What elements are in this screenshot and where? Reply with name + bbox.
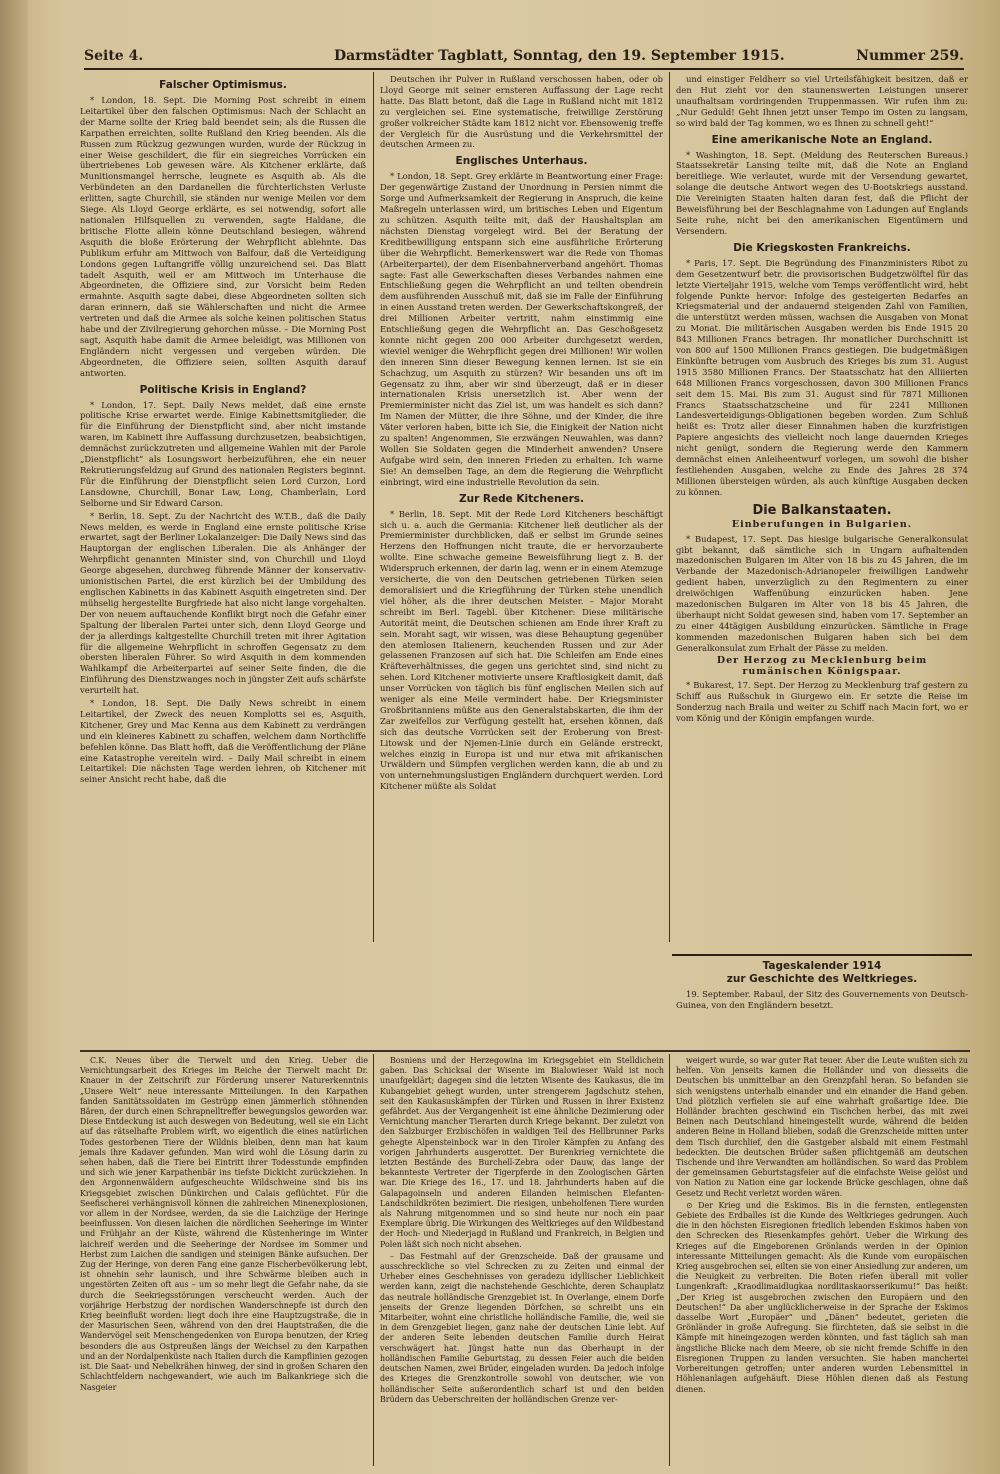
article-paragraph: * Budapest, 17. Sept. Das hiesige bulgarische Generalkonsulat gibt bekannt, daß sämtliche sich in Ungarn aufhaltenden mazedonischen Bulgaren im Alter von 18 bis zu 45 Jahren, die im Verbande der Mazedonisch-Adrianopeler freiwilligen Landwehr gedient haben, unverzüglich zu den Regimentern zu einer dreiwöchigen Waffenübung einzurücken haben. Jene mazedonischen Bulgaren im Alter von 18 bis 45 Jahren, die überhaupt nicht Soldat gewesen sind, haben vom 17. September an zu einer 44tägigen Ausbildung einzurücken. Sämtliche in Frage kommenden mazedonischen Bulgaren haben sich bei dem Generalkonsulat zum Erhalt der Pässe zu melden.	[676, 533, 968, 653]
lower-column-2	[380, 1056, 664, 1407]
feuilleton-rule	[80, 1050, 970, 1052]
article-title: Die Kriegskosten Frankreichs.	[733, 241, 911, 254]
lower-column-1	[80, 1056, 368, 1395]
page-header	[84, 46, 964, 70]
issue-number: Nummer 259.	[856, 48, 964, 64]
article-paragraph: * Bukarest, 17. Sept. Der Herzog zu Mecklenburg traf gestern zu Schiff aus Rußschuk in Giurgewo ein. Er setzte die Reise im Sonderzug nach Braila und weiter zu Schiff nach Macin fort, wo er vom König und der Königin empfangen wurde.	[676, 680, 968, 724]
article-paragraph: weigert wurde, so war guter Rat teuer. Aber die Leute wußten sich zu helfen. Von jenseits kamen die Holländer und von diesseits die Deutschen bis unmittelbar an den Grenzpfahl heran. So befanden sie sich wenigstens unterhalb einander und ein einander die Hand geben. Und plötzlich verfielen sie auf eine wahrhaft großartige Idee. Die Holländer brachten geschwind ein Tischchen herbei, das mit zwei Beinen nach Deutschland hineingestellt wurde, während die beiden anderen Beine in Holland blieben, sodaß die Grenzscheide mitten unter dem Tisch durchlief, den die Gastgeber alsbald mit einem Festmahl bedeckten. Die deutschen Brüder saßen pflichtgemäß am deutschen Tischende und ihre Verwandten am holländischen. So ward das Problem der gemeinsamen Geburtstagsfeier auf die einfachste Weise gelöst und von Nation zu Nation eine gar lockende Brücke geschlagen, ohne daß Gesetz und Recht verletzt worden wären.	[676, 1056, 968, 1198]
article-paragraph: * London, 17. Sept. Daily News meldet, daß eine ernste politische Krise erwartet werde. Einige Kabinettsmitglieder, die für die Einführung der Dienstpflicht sind, aber nicht imstande waren, im Kabinett ihre Auffassung durchzusetzen, beabsichtigen, demnächst zurückzutreten und allgemeine Wahlen mit der Parole „Dienstpflicht“ als Losungswort herbeizuführen, ehe ein neuer Rekrutierungsfeldzug auf Grund des nationalen Registers beginnt. Für die Einführung der Dienstpflicht seien Lord Curzon, Lord Lansdowne, Churchill, Bonar Law, Long, Chamberlain, Lord Selborne und Sir Edward Carson.	[80, 399, 366, 508]
column-2	[380, 74, 663, 794]
article-title: Eine amerikanische Note an England.	[711, 133, 933, 146]
article-title: Politische Krisis in England?	[139, 383, 307, 396]
article-paragraph: Bosniens und der Herzegowina im Kriegsgebiet ein Stelldichein gaben. Das Schicksal der Wisente im Bialowieser Wald ist noch unaufgeklärt; dagegen sind die letzten Wisente des Kaukasus, die im Kubangebiet gehegt wurden, unter strengerem Jagdschutz stehen, seit den Kaukasuskämpfen der Türken und Russen in ihrer Existenz gefährdet. Aus der Vergangenheit ist eine ähnliche Dezimierung oder Vernichtung mancher Tierarten durch Kriege bekannt. Der zuletzt von den Salzburger Erzbischöfen in waldigen Teil des Hellbrunner Parks gehegte Alpensteinbock war in den Tiroler Kämpfen zu Anfang des vorigen Jahrhunderts ausgerottet. Der Burenkrieg vernichtete die letzten Bestände des Burchell-Zebra oder Dauw, das lange der bekannteste Vertreter der Tigerpferde in den Zoologischen Gärten war. Die Kriege des 16., 17. und 18. Jahrhunderts haben auf die Galapagoinseln und anderen Eilanden heimischen Elefanten-Landschildkröten bezimiert. Die riesigen, unbeholfenen Tiere wurden als Nahrung mitgenommen und so sind heute nur noch ein paar Exemplare übrig. Die Wirkungen des Weltkrieges auf den Wildbestand der Hoch- und Niederjagd in Rußland und Frankreich, in Belgien und Polen läßt sich noch nicht absehen.	[380, 1056, 664, 1249]
article-paragraph: * London, 18. Sept. Grey erklärte in Beantwortung einer Frage: Der gegenwärtige Zustand der Unordnung in Persien nimmt die Sorge und Aufmerksamkeit der Regierung in Anspruch, die keine Maßregeln unterlassen wird, um britisches Leben und Eigentum zu schützen. Asquith teilte mit, daß der Haushaltsplan am nächsten Dienstag vorgelegt wird. Bei der Beratung der Kreditbewilligung entspann sich eine ausführliche Erörterung über die Wehrpflicht. Bemerkenswert war die Rede von Thomas (Arbeiterpartei), der dem Eisenbahnerverband angehört. Thomas sagte: Fast alle Gewerkschaften dieses Verbandes nahmen eine Entschließung gegen die Wehrpflicht an und teilten obendrein dem ausführenden Ausschuß mit, daß sie im Falle der Einführung in einen Ausstand treten werden. Der Gewerkschaftskongreß, der drei Millionen Arbeiter vertritt, nahm einstimmig eine Entschließung gegen die Wehrpflicht an. Das Geschoßgesetz konnte nicht gegen 200 000 Arbeiter durchgesetzt werden, wieviel weniger die Wehrpflicht gegen drei Millionen! Wir wollen den inneren Sinn dieser Bewegung kennen lernen. Ist sie ein Schachzug, um Asquith zu stürzen? Wir besanden uns oft im Gegensatz zu ihm, aber wir sind überzeugt, daß er in dieser internationalen Krisis unersetzlich ist. Aber wenn der Premierminister nicht das Ziel ist, um was handelt es sich dann? Im Namen der Mütter, die ihre Söhne, und der Kinder, die ihre Väter verloren haben, bitte ich Sie, die Einigkeit der Nation nicht zu spalten! Angenommen, Sie erzwängen Neuwahlen, was dann? Wollen Sie Soldaten gegen die Minderheit anwenden? Unsere Aufgabe wird sein, den inneren Frieden zu erhalten. Ich warne Sie! An demselben Tage, an dem die Regierung die Wehrpflicht einbringt, wird eine industrielle Revolution da sein.	[380, 171, 663, 487]
lower-column-3	[676, 1056, 968, 1397]
article-title: Zur Rede Kitcheners.	[458, 492, 584, 505]
article-subtitle: Der Herzog zu Mecklenburg beim rumänischen Königspaar.	[716, 654, 928, 677]
article-paragraph: * London, 18. Sept. Die Morning Post schreibt in einem Leitartikel über den falschen Optimismus: Nach der Schlacht an der Marne sollte der Krieg bald beendet sein; als die Russen die Karpathen erreichten, sollte Rußland den Krieg beenden. Als die Russen zum Rückzug gezwungen wurden, wurde der Rückzug in einer Weise geschildert, die für ein siegreiches Vorrücken ein übertriebenes Lob gewesen wäre. Als Kitchener erklärte, daß Munitionsmangel herrsche, leugnete es Asquith ab. Als die Verbündeten an den Dardanellen die fürchterlichsten Verluste erlitten, sagte Churchill, sie ständen nur wenige Meilen vor dem Siege. Als Lloyd George erklärte, es sei notwendig, sofort alle nationalen Hilfsquellen zu verwenden, sagte Haldane, die britische Flotte allein könne Deutschland besiegen, während Asquith die bloße Erörterung der Wehrpflicht ablehnte. Das Publikum erfuhr am Mittwoch von Balfour, daß die Verteidigung Londons gegen Luftangriffe völlig unzureichend sei. Das Blatt tadelt Asquith, weil er am Mittwoch im Unterhause die Abgeordneten, die Offiziere sind, zur Vorsicht beim Reden ermahnte. Asquith sagte dabei, diese Abgeordneten sollten sich daran erinnern, daß sie Wählerschaften und nicht die Armee vertreten und daß die Armee als solche keinen politischen Status habe und der Zivilregierung gehorchen müsse. – Die Morning Post sagt, Asquith habe damit die Armee beleidigt, was Millionen von Engländern nicht vergessen und vergeben würden. Die Abgeordneten, die Offiziere seien, sollten Asquith darauf antworten.	[80, 95, 366, 378]
page-number-label: Seite 4.	[84, 48, 144, 64]
calendar-box	[672, 954, 972, 1048]
article-paragraph: * Berlin, 18. Sept. Mit der Rede Lord Kitcheners beschäftigt sich u. a. auch die Germania: Kitchener ließ deutlicher als der Premierminister durchblicken, daß er selbst im Grunde seines Herzens den Hoffnungen nicht traute, die er hervorzauberte wollte. Eine schwache gemeine Beweisführung liegt z. B. der Widerspruch erkennen, der darin lag, wenn er in einem Atemzuge versicherte, die von den Deutschen getriebenen Türken seien demoralisiert und die Kriegführung der Türken stehe unendlich viel höher, als die ihrer deutschen Meister. – Major Moraht schreibt im Berl. Tagebl. über Kitchener: Diese militärische Autorität meint, die Deutschen schienen am Ende ihrer Kraft zu sein. Moraht sagt, wir wissen, was diese Behauptung gegenüber den atemlosen Italienern, keuchenden Russen und zur Ader gelassenen Franzosen auf sich hat. Die Schleifen am Ende eines Kräfteverhältnisses, die gegen uns gerichtet sind, sind nicht zu sehen. Lord Kitchener motivierte unsere Kraftlosigkeit damit, daß unser Vorrücken von täglich bis fünf englischen Meilen sich auf weniger als eine Meile vermindert habe. Der Kriegsminister Großbritanniens müßte aus den Generalstabskarten, die ihm der Zar zweifellos zur Verfügung gestellt hat, ersehen können, daß sich das deutsche Vorrücken seit der Eroberung von Brest-Litowsk und der Njemen-Linie durch ein Gelände erstreckt, welches einzig in Europa ist und nur etwa mit afrikanischen Urwäldern und Sümpfen verglichen werden kann, die ab und zu von unternehmungslustigen Engländern durchquert werden. Lord Kitchener müßte als Soldat	[380, 508, 663, 792]
calendar-title: Tageskalender 1914	[762, 960, 882, 972]
article-paragraph: * Washington, 18. Sept. (Meldung des Reuterschen Bureaus.) Staatssekretär Lansing teilte mit, daß die Note an England bereitliege. Wie verlautet, wurde mit der Versendung gewartet, solange die deutsche Antwort wegen des U-Bootskriegs ausstand. Die Vereinigten Staaten halten daran fest, daß die Pflicht der Beweisführung bei der Beschlagnahme von Ladungen auf Englands Seite ruhe, nicht bei den amerikanischen Eigentümern und Versendern.	[676, 149, 968, 236]
article-title: Englisches Unterhaus.	[455, 155, 588, 168]
article-paragraph: Deutschen ihr Pulver in Rußland verschossen haben, oder ob Lloyd George mit seiner ernsteren Auffassung der Lage recht hatte. Das Blatt betont, daß die Lage in Rußland nicht mit 1812 zu vergleichen sei. Eine systematische, freiwillige Zerstörung großer volkreicher Städte kam 1812 nicht vor. Ebensowenig treffe der Vergleich für die Ausrüstung und die Verkehrsmittel der deutschen Armeen zu.	[380, 74, 663, 150]
column-rule	[669, 1054, 670, 1466]
article-subtitle: Einberufungen in Bulgarien.	[731, 518, 913, 530]
article-paragraph: * London, 18. Sept. Die Daily News schreibt in einem Leitartikel, der Zweck des neuen Komplotts sei es, Asquith, Kitchener, Grey und Mac Kenna aus dem Kabinett zu verdrängen und ein kleineres Kabinett zu schaffen, welchem dann Northcliffe befehlen könne. Das Blatt hofft, daß die Veröffentlichung der Pläne eine Katastrophe vereiteln wird. – Daily Mail schreibt in einem Leitartikel: Die nächsten Tage werden lehren, ob Kitchener mit seiner Ansicht recht habe, daß die	[80, 698, 366, 785]
article-paragraph: * Berlin, 18. Sept. Zu der Nachricht des W.T.B., daß die Daily News melden, es werde in England eine ernste politische Krise erwartet, sagt der Berliner Lokalanzeiger: Die Daily News sind das Hauptorgan der englischen Liberalen. Die als Anhänger der Wehrpflicht genannten Minister sind, von Churchill und Lloyd George abgesehen, durchweg führende Männer der konservativ-unionistischen Partei, die erst kürzlich bei der Umbildung des englischen Kabinetts in das Kabinett Asquith eingetreten sind. Der mühselig hergestellte Burgfriede hat also nicht lange vorgehalten. Der von neuem auftauchende Konflikt birgt noch die Gefahr einer Spaltung der liberalen Partei unter sich, denn Lloyd George und der ja allerdings kaltgestellte Churchill treten mit ihrer Agitation für die allgemeine Wehrpflicht in schroffen Gegensatz zu dem obersten liberalen Führer. So wird Asquith in dem kommenden Wahlkampf die Arbeiterpartei auf seiner Seite finden, die die Einführung des Dienstzwanges noch in jüngster Zeit aufs schärfste verurteilt hat.	[80, 510, 366, 696]
article-paragraph: – Das Festmahl auf der Grenzscheide. Daß der grausame und ausschreckliche so viel Schrecken zu zu Zeiten und einmal der Urheber eines Geschehnisses von geradezu idyllischer Lieblichkeit werden kann, zeigt die nachstehende Geschichte, deren Schauplatz das neutrale holländische Grenzgebiet ist. In Overlange, einem Dorfe jenseits der Grenze liegenden Dörfchen, so schreibt uns ein Mitarbeiter, wohnt eine christliche holländische Familie, die, weil sie in dem Grenzgebiet liegen, ganz nahe der deutschen Linie lebt. Auf der anderen Seite lebenden deutschen Familie durch Heirat verschwägert hat. Jüngst hatte nun das Oberhaupt in der holländischen Familie Geburtstag, zu dessen Feier auch die beiden deutschen Namen, zwei Brüder, eingeladen wurden. Da jedoch infolge des Krieges die Grenzkontrolle sowohl von deutscher, wie von holländischer Seite außerordentlich scharf ist und den beiden Brüdern das Ueberschreiten der holländischen Grenze ver-	[380, 1251, 664, 1404]
column-rule	[373, 72, 374, 942]
article-paragraph: und einstiger Feldherr so viel Urteilsfähigkeit besitzen, daß er den Hut zieht vor den staunenswerten Leistungen unserer unaufhaltsam vordringenden Truppenmassen. Wir rufen ihm zu: „Nur Geduld! Geht Ihnen jetzt unser Tempo im Osten zu langsam, so wird bald der Tag kommen, wo es Ihnen zu schnell geht!“	[676, 74, 968, 128]
article-title: Falscher Optimismus.	[159, 79, 287, 91]
column-rule	[669, 72, 670, 942]
calendar-subtitle: zur Geschichte des Weltkrieges.	[726, 973, 918, 985]
article-paragraph: * Paris, 17. Sept. Die Begründung des Finanzministers Ribot zu dem Gesetzentwurf betr. die provisorischen Budgetzwölftel für das letzte Vierteljahr 1915, welche vom Temps veröffentlicht wird, hebt folgende Punkte hervor: Infolge des gesteigerten Bedarfes an Kriegsmaterial und der andauernd steigenden Zahl von Familien, die unterstützt werden müssen, wachsen die Ausgaben von Monat zu Monat. Die militärischen Ausgaben werden bis Ende 1915 20 843 Millionen Francs betragen. Ihr monatlicher Durchschnitt ist von 800 auf 1500 Millionen Francs gestiegen. Die budgetmäßigen Einkünfte betrugen vom Ausbruch des Krieges bis zum 31. August 1915 3580 Millionen Francs. Der Staatsschatz hat den Alliierten 648 Millionen Francs vorgeschossen, davon 300 Millionen Francs seit dem 15. Mai. Bis zum 31. August sind für 7871 Millionen Francs Staatsschatzscheine und für 2241 Millionen Landesverteidigungs-Obligationen begeben worden. Zum Schluß heißt es: Trotz aller dieser Einnahmen haben die kurzfristigen Papiere angesichts des vielleicht noch lange dauernden Krieges nicht genügt, sondern die Regierung werde den Kammern demnächst einen Anleiheentwurf vorlegen, um sowohl die bisher festliehenden Ausgaben, welche zu Ende des Jahres 28 374 Millionen übersteigen würden, als auch künftige Ausgaben decken zu können.	[676, 257, 968, 497]
article-paragraph: C.K. Neues über die Tierwelt und den Krieg. Ueber die Vernichtungsarbeit des Krieges im Reiche der Tierwelt macht Dr. Knauer in der Zeitschrift zur Förderung unserer Naturerkenntnis „Unsere Welt“ neue interessante Mitteilungen. In den Karpathen fanden Sanitätssoldaten im Gestrüpp einen jämmerlich stöhnenden Bären, der durch einen Schrapnelltreffer bewegungslos geworden war. Diese Entdeckung ist auch deswegen von Bedeutung, weil sie ein Licht auf das rätselhafte Problem wirft, wo eigentlich die eines natürlichen Todes gestorbenen Tiere der Wildnis bleiben, denn man hat kaum jemals ihre Kadaver gefunden. Man wird wohl die Lösung darin zu sehen haben, daß die Tiere bei Eintritt ihrer Todesstunde empfinden und sich wie jener Karpathenbär ins tiefste Dickicht zurückziehen. In den Argonnenwäldern aufgescheuchte Wildschweine sind bis ins Kriegsgebiet zwischen Dünkirchen und Calais geflüchtet. Für die Seefischerei verhängnisvoll können die zahlreichen Minenexplosionen, vor allem in der Nordsee, werden, da sie die Laichzüge der Heringe beeinflussen. Von diesen laichen die nördlichen Seeheringe im Winter und Frühjahr an der Küste, während die Küstenheringe im Winter laichreif werden und die Seeheringe der Nordsee im Sommer und Herbst zum Laichen die sandigen und steinigen Bänke aufsuchen. Der Zug der Heringe, von deren Fang eine ganze Fischerbevölkerung lebt, ist ohnehin sehr launisch, und ihre Schwärme bleiben auch in ungestörten Zeiten oft aus – um so mehr liegt die Gefahr nahe, da sie durch die Seekriegsstörungen verscheucht werden. Auch der vorjährige Herbstzug der nordischen Wanderschnepfe ist durch den Krieg beeinflußt worden: liegt doch ihre eine Hauptzugstraße, die in der Masurischen Seen, während von den drei Hauptstraßen, die die Wandervögel seit Menschengedenken von Europa benutzen, der Krieg besonders die aus Ostpreußen längs der Weichsel zu den Karpathen und an der Nordalpenküste nach Italien durch die Kampflinien gezogen ist. Die Saat- und Nebelkrähen hinweg, der sind in großen Scharen den Schlachtfeldern nachgewandert, wie auch im Balkankriege sich die Nasgeier	[80, 1056, 368, 1392]
masthead-date: Darmstädter Tagblatt, Sonntag, den 19. September 1915.	[334, 48, 785, 64]
column-1	[80, 74, 366, 787]
page-binding-edge	[0, 0, 28, 1474]
calendar-content	[676, 960, 968, 1013]
article-paragraph: ⊙ Der Krieg und die Eskimos. Bis in die fernsten, entlegensten Gebiete des Erdballes ist die Kunde des Weltkrieges gedrungen. Auch die in den höchsten Eisregionen friedlich lebenden Eskimos haben von den Schrecken des Riesenkampfes gehört. Ueber die Wirkung des Krieges auf die Eingeborenen Grönlands werden in der Opinion interessante Mitteilungen gemacht: Als die Kunde vom europäischen Krieg ausgebrochen sei, eilten sie von einer Ansiedlung zur anderen, um die Neuigkeit zu verbreiten. Die Boten riefen überall mit voller Lungenkraft: „Kraodlimaidlugkaa nordlitaskaorsserikumu!“ Das heißt: „Der Krieg ist ausgebrochen zwischen den Europäern und den Deutschen!“ Da aber unglücklicherweise in der Sprache der Eskimos dasselbe Wort „Europäer“ und „Dänen“ bedeutet, gerieten die Grönländer in große Aufregung. Sie fürchteten, daß sie selbst in die Kämpfe mit hineingezogen werden könnten, und fast täglich sah man ängstliche Blicke nach dem Meere, ob sie nicht fremde Schiffe in den Eisregionen Truppen zu landen versuchten. Sie haben manchertei Vorbereitungen getroffen; unter anderen wurden Lebensmittel in Höhlenanlagen aufgehäuft. Diese Höhlen dienen daß als Festung dienen.	[676, 1200, 968, 1394]
column-rule	[373, 1054, 374, 1466]
calendar-entry: 19. September. Rabaul, der Sitz des Gouvernements von Deutsch-Guinea, von den Engländern besetzt.	[676, 989, 968, 1010]
section-title: Die Balkanstaaten.	[752, 502, 892, 518]
column-3	[676, 74, 968, 726]
